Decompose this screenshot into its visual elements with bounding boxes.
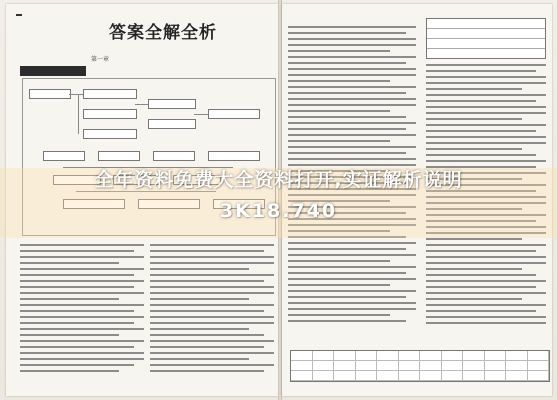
concept-node	[208, 109, 260, 119]
concept-node	[83, 109, 137, 119]
page-title: 答案全解全析	[109, 23, 217, 43]
concept-node	[208, 151, 260, 161]
concept-node	[83, 129, 137, 139]
watermark-line-1: 全年资料免费大全资料打开,实证解析说明	[94, 169, 463, 191]
connector	[135, 104, 148, 105]
connector	[194, 114, 208, 115]
concept-node	[153, 151, 195, 161]
chapter-heading: 第一章	[91, 56, 110, 63]
answer-table	[426, 18, 546, 59]
answer-grid	[290, 350, 550, 382]
left-text-column	[20, 244, 144, 376]
concept-node	[148, 99, 196, 109]
connector	[78, 94, 79, 134]
right-text-column	[150, 244, 274, 376]
connector	[69, 94, 83, 95]
concept-node	[148, 119, 196, 129]
concept-node	[29, 89, 71, 99]
concept-node	[83, 89, 137, 99]
section-label	[20, 66, 86, 76]
concept-node	[98, 151, 140, 161]
watermark-line-2: 3K18.740	[219, 200, 338, 222]
page-tag	[16, 14, 22, 16]
watermark-band	[0, 168, 557, 238]
concept-node	[43, 151, 85, 161]
